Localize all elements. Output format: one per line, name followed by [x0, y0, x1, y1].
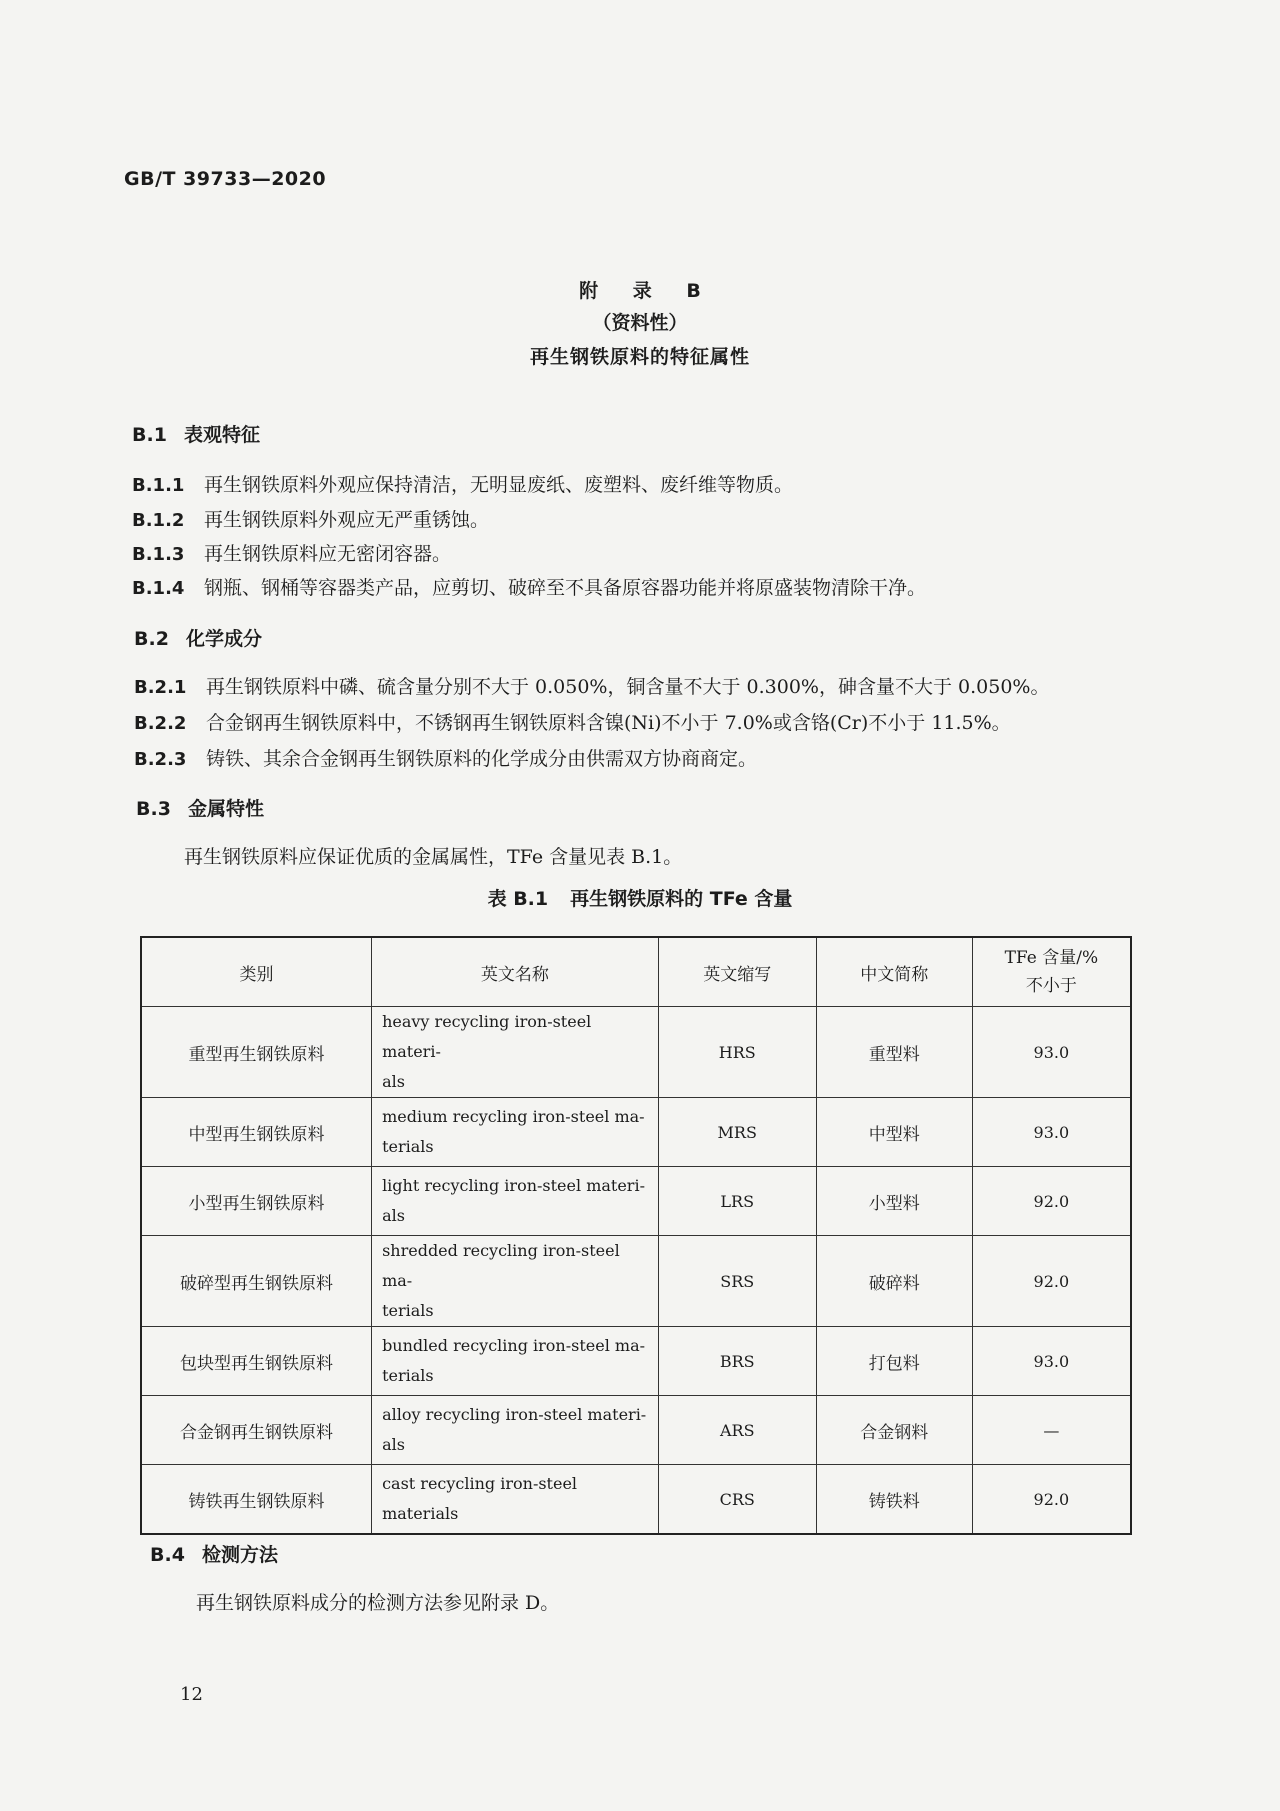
- tfe-content-table: [140, 936, 1132, 1535]
- clause-text: 合金钢再生钢铁原料中，不锈钢再生钢铁原料含镍(Ni)不小于 7.0%或含铬(Cr)不小于 11.5%。: [206, 712, 1011, 734]
- standard-number: GB/T 39733—2020: [124, 168, 327, 190]
- section-number: B.1: [132, 424, 167, 446]
- clause-text: 再生钢铁原料中磷、硫含量分别不大于 0.050%，铜含量不大于 0.300%，砷含量不大于 0.050%。: [206, 676, 1050, 698]
- table-row: [141, 1007, 1131, 1098]
- section-heading-b1: [132, 420, 260, 447]
- clause-b1-4: [132, 573, 926, 600]
- section-number: B.3: [136, 798, 171, 820]
- col-header-english-abbr: 英文缩写: [658, 937, 816, 1007]
- cell-short-name: 破碎料: [816, 1236, 972, 1327]
- cell-short-name: 小型料: [816, 1167, 972, 1236]
- clause-b2-3: [134, 744, 757, 771]
- clause-b1-3: [132, 539, 451, 566]
- clause-text: 钢瓶、钢桶等容器类产品，应剪切、破碎至不具备原容器功能并将原盛装物清除干净。: [204, 577, 927, 599]
- section-b3-text: 再生钢铁原料应保证优质的金属属性，TFe 含量见表 B.1。: [184, 846, 683, 868]
- cell-english-name: [372, 1327, 659, 1396]
- col-header-tfe: [972, 937, 1131, 1007]
- cell-text: cast recycling iron-steel materials: [382, 1474, 578, 1523]
- table-row: [141, 1327, 1131, 1396]
- table-row: [141, 1167, 1131, 1236]
- cell-text: terials: [382, 1366, 434, 1385]
- table-row: [141, 1236, 1131, 1327]
- cell-category: 重型再生钢铁原料: [141, 1007, 372, 1098]
- section-b4-text: 再生钢铁原料成分的检测方法参见附录 D。: [196, 1592, 560, 1614]
- cell-category: 破碎型再生钢铁原料: [141, 1236, 372, 1327]
- cell-category: 中型再生钢铁原料: [141, 1098, 372, 1167]
- clause-number: B.2.1: [134, 677, 187, 698]
- col-header-english-name: 英文名称: [372, 937, 659, 1007]
- cell-tfe: 93.0: [972, 1007, 1131, 1098]
- cell-abbr: MRS: [658, 1098, 816, 1167]
- cell-abbr: ARS: [658, 1396, 816, 1465]
- cell-abbr: HRS: [658, 1007, 816, 1098]
- table-row: [141, 1465, 1131, 1535]
- table-row: [141, 1098, 1131, 1167]
- section-heading-b3: [136, 794, 264, 821]
- clause-text: 再生钢铁原料外观应保持清洁，无明显废纸、废塑料、废纤维等物质。: [204, 474, 794, 496]
- cell-category: 铸铁再生钢铁原料: [141, 1465, 372, 1535]
- cell-text: als: [382, 1072, 405, 1091]
- cell-short-name: 中型料: [816, 1098, 972, 1167]
- section-title: 化学成分: [186, 628, 263, 650]
- cell-text: terials: [382, 1301, 434, 1320]
- section-heading-b2: [134, 624, 262, 651]
- cell-english-name: [372, 1098, 659, 1167]
- cell-abbr: LRS: [658, 1167, 816, 1236]
- cell-english-name: [372, 1465, 659, 1535]
- cell-text: als: [382, 1435, 405, 1454]
- appendix-title: 附 录 B: [579, 280, 715, 302]
- cell-short-name: 重型料: [816, 1007, 972, 1098]
- clause-b1-1: [132, 470, 793, 497]
- section-title: 金属特性: [188, 798, 265, 820]
- cell-tfe: 92.0: [972, 1465, 1131, 1535]
- cell-text: medium recycling iron-steel ma-: [382, 1107, 645, 1126]
- table-caption-number: 表 B.1: [487, 888, 549, 910]
- section-heading-b4: [150, 1540, 278, 1567]
- clause-number: B.1.2: [132, 510, 185, 531]
- cell-text: als: [382, 1206, 405, 1225]
- section-title: 检测方法: [202, 1544, 279, 1566]
- cell-category: 小型再生钢铁原料: [141, 1167, 372, 1236]
- clause-text: 再生钢铁原料应无密闭容器。: [204, 543, 452, 565]
- cell-tfe: 92.0: [972, 1236, 1131, 1327]
- clause-number: B.1.1: [132, 475, 185, 496]
- clause-text: 再生钢铁原料外观应无严重锈蚀。: [204, 509, 490, 531]
- cell-english-name: [372, 1007, 659, 1098]
- clause-number: B.2.3: [134, 749, 187, 770]
- col-header-category: 类别: [141, 937, 372, 1007]
- section-title: 表观特征: [184, 424, 261, 446]
- cell-tfe: 93.0: [972, 1327, 1131, 1396]
- clause-b2-2: [134, 708, 1011, 735]
- appendix-type: （资料性）: [592, 312, 688, 334]
- clause-number: B.1.3: [132, 544, 185, 565]
- cell-category: 包块型再生钢铁原料: [141, 1327, 372, 1396]
- cell-text: bundled recycling iron-steel ma-: [382, 1336, 646, 1355]
- clause-b2-1: [134, 672, 1049, 699]
- cell-abbr: BRS: [658, 1327, 816, 1396]
- clause-b1-2: [132, 505, 489, 532]
- col-header-chinese-short: 中文简称: [816, 937, 972, 1007]
- cell-english-name: [372, 1236, 659, 1327]
- cell-text: shredded recycling iron-steel ma-: [382, 1241, 620, 1290]
- cell-category: 合金钢再生钢铁原料: [141, 1396, 372, 1465]
- appendix-subtitle: 再生钢铁原料的特征属性: [529, 346, 750, 368]
- cell-abbr: CRS: [658, 1465, 816, 1535]
- section-number: B.4: [150, 1544, 185, 1566]
- cell-short-name: 铸铁料: [816, 1465, 972, 1535]
- cell-abbr: SRS: [658, 1236, 816, 1327]
- clause-text: 铸铁、其余合金钢再生钢铁原料的化学成分由供需双方协商商定。: [206, 748, 758, 770]
- cell-tfe: 92.0: [972, 1167, 1131, 1236]
- table-caption-text: 再生钢铁原料的 TFe 含量: [570, 888, 793, 910]
- cell-text: terials: [382, 1137, 434, 1156]
- table-row: [141, 1396, 1131, 1465]
- cell-tfe: —: [972, 1396, 1131, 1465]
- table-caption: [0, 884, 1280, 911]
- clause-number: B.2.2: [134, 713, 187, 734]
- cell-short-name: 打包料: [816, 1327, 972, 1396]
- cell-text: alloy recycling iron-steel materi-: [382, 1405, 647, 1424]
- cell-text: heavy recycling iron-steel materi-: [382, 1012, 592, 1061]
- col-header-tfe-line2: 不小于: [1025, 976, 1077, 996]
- cell-english-name: [372, 1167, 659, 1236]
- page-number: 12: [180, 1684, 203, 1705]
- cell-tfe: 93.0: [972, 1098, 1131, 1167]
- cell-short-name: 合金钢料: [816, 1396, 972, 1465]
- clause-number: B.1.4: [132, 578, 185, 599]
- cell-text: light recycling iron-steel materi-: [382, 1176, 645, 1195]
- col-header-tfe-line1: TFe 含量/%: [1004, 948, 1099, 968]
- section-number: B.2: [134, 628, 169, 650]
- cell-english-name: [372, 1396, 659, 1465]
- table-header-row: [141, 937, 1131, 1007]
